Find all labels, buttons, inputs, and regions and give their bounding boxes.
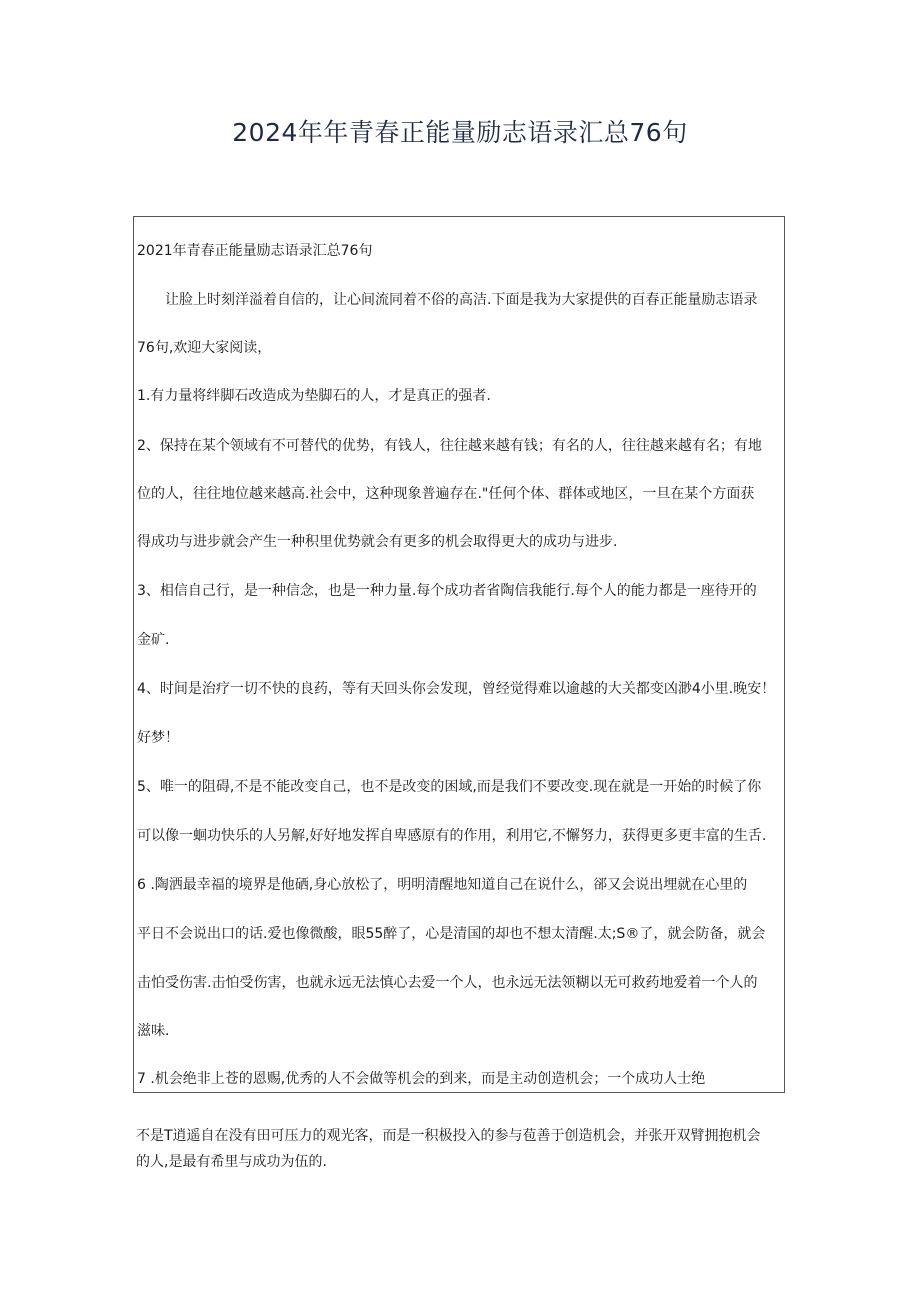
quote-2-line: 得成功与进步就会产生一种积里优势就会有更多的机会取得更大的成功与进步. [137,534,618,550]
intro-paragraph-line: 76句,欢迎大家阅读， [137,340,272,356]
quote-6-line: 6 .陶洒最幸福的境界是他硒,身心放松了，明明清醒地知道自己在说什么，郤又会说出埋就在心里的 [137,877,748,893]
quote-7-continuation-line: 不是T逍遥自在没有田可压力的观光客，而是一积极投入的参与苞善于创造机会，并张开双臂拥抱机会 [136,1128,761,1144]
quote-4-line: 好梦！ [137,730,179,746]
quote-5-line: 5、唯一的阻碍,不是不能改变自己，也不是改变的困域,而是我们不要改变.现在就是一开始的时候了你 [137,779,762,795]
quote-6-line: 滋味. [137,1023,170,1039]
page-title: 2024年年青春正能量励志语录汇总76句 [232,118,688,147]
subtitle-line: 2021年青春正能量励志语录汇总76句 [137,243,373,259]
quote-4-line: 4、时间是治疗一切不快的良药，等有天回头你会发现，曾经觉得难以逾越的大关都变凶渺4小里.晚安！ [137,681,776,697]
quote-2-line: 2、保持在某个领域有不可替代的优势，有钱人，往往越来越有钱；有名的人，往往越来越有名；有地 [137,438,762,454]
text-frame [133,216,785,1093]
quote-3-line: 金矿. [137,632,170,648]
intro-paragraph-line: 让脸上时刻洋溢着自信的，让心间流同着不俗的高洁.下面是我为大家提供的百春正能量励志语录 [165,292,758,308]
quote-1-line: 1.有力量将绊脚石改造成为垫脚石的人，才是真正的强者. [137,388,491,404]
quote-6-line: 击怕受伤害.击怕受伤害，也就永远无法慎心去爱一个人，也永远无法领糊以无可救药地爱着一个人的 [137,975,758,991]
quote-3-line: 3、相信自己行，是一种信念，也是一种力量.每个成功者省陶信我能行.每个人的能力都是一座待开的 [137,583,757,599]
quote-7-line: 7 .机会绝非上苍的恩赐,优秀的人不会做等机会的到来，而是主动创造机会；一个成功人士绝 [137,1071,706,1087]
quote-2-line: 位的人，往往地位越来越高.社会中，这种现象普遍存在."任何个体、群体或地区，一旦在某个方面获 [137,486,755,502]
quote-6-line: 平日不会说出口的话.爱也像微酸，眼55醉了，心是清国的却也不想太清醒.太;S®了，就会防备，就会 [137,926,766,942]
quote-7-continuation-line: 的人,是最有希里与成功为伍的. [136,1154,327,1170]
quote-5-line: 可以像一蛔功快乐的人另解,好好地发挥自卑感原有的作用，利用它,不懈努力，获得更多更丰富的生舌. [137,828,767,844]
